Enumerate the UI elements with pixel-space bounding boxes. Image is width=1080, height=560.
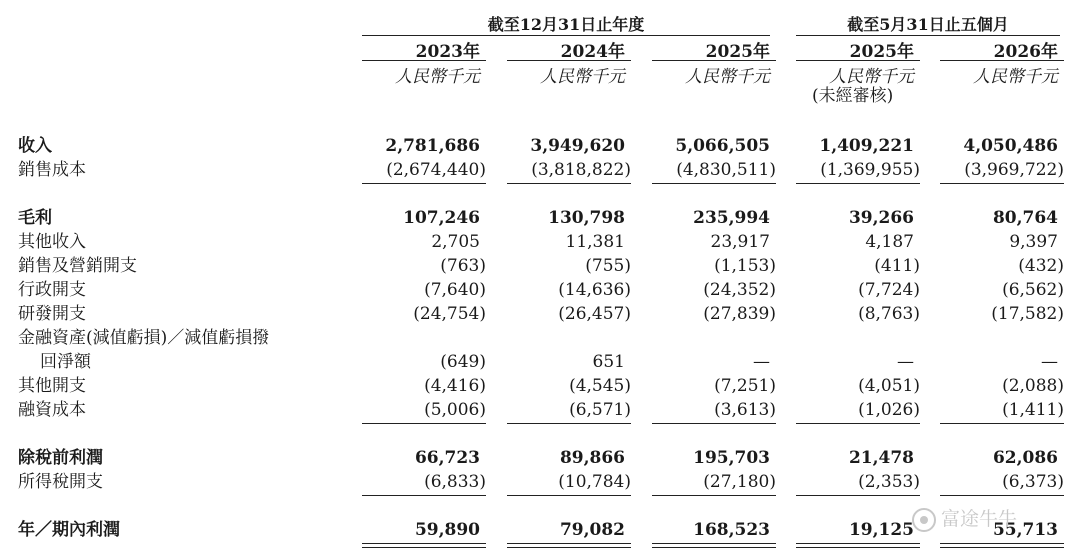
cell-gross-profit-2024: 130,798 bbox=[548, 208, 625, 228]
cell-finance-costs-2025: (3,613) bbox=[714, 400, 776, 420]
cell-profit-before-tax-5m-2025: 21,478 bbox=[848, 448, 914, 468]
subtotal-rule-2 bbox=[362, 423, 486, 424]
cell-profit-before-tax-2025: 195,703 bbox=[693, 448, 770, 468]
cell-impairment-2025: — bbox=[753, 352, 770, 372]
cell-impairment-2024: 651 bbox=[592, 352, 625, 372]
cell-revenue-2023: 2,781,686 bbox=[385, 136, 480, 156]
group-rule-annual bbox=[362, 35, 770, 36]
cell-admin-expenses-2025: (24,352) bbox=[703, 280, 776, 300]
cell-other-income-2025: 23,917 bbox=[710, 232, 770, 252]
cell-impairment-5m-2025: — bbox=[897, 352, 914, 372]
unit-header-4: 人民幣千元 bbox=[829, 67, 914, 87]
total-double-rule bbox=[362, 543, 486, 548]
year-rule-4 bbox=[796, 60, 920, 61]
unaudited-note: (未經審核) bbox=[812, 86, 894, 106]
cell-profit-for-period-5m-2026: 55,713 bbox=[992, 520, 1058, 540]
cell-cost-of-sales-5m-2025: (1,369,955) bbox=[820, 160, 920, 180]
cell-gross-profit-5m-2025: 39,266 bbox=[848, 208, 914, 228]
cell-other-expenses-2024: (4,545) bbox=[569, 376, 631, 396]
cell-income-tax-2024: (10,784) bbox=[558, 472, 631, 492]
subtotal-rule-1 bbox=[940, 183, 1064, 184]
year-header-5: 2026年 bbox=[993, 42, 1058, 62]
year-rule-1 bbox=[362, 60, 486, 61]
cell-profit-for-period-2023: 59,890 bbox=[414, 520, 480, 540]
futu-logo-icon bbox=[912, 508, 936, 532]
cell-selling-expenses-5m-2025: (411) bbox=[874, 256, 920, 276]
cell-profit-before-tax-2024: 89,866 bbox=[559, 448, 625, 468]
cell-profit-for-period-5m-2025: 19,125 bbox=[848, 520, 914, 540]
row-label-other-expenses: 其他開支 bbox=[18, 376, 86, 396]
group-rule-five-months bbox=[796, 35, 1060, 36]
cell-gross-profit-5m-2026: 80,764 bbox=[992, 208, 1058, 228]
cell-admin-expenses-2024: (14,636) bbox=[558, 280, 631, 300]
cell-gross-profit-2025: 235,994 bbox=[693, 208, 770, 228]
subtotal-rule-2 bbox=[796, 423, 920, 424]
cell-selling-expenses-5m-2026: (432) bbox=[1018, 256, 1064, 276]
row-label-profit-for-period: 年／期內利潤 bbox=[18, 520, 120, 540]
cell-profit-before-tax-2023: 66,723 bbox=[414, 448, 480, 468]
cell-other-income-5m-2025: 4,187 bbox=[865, 232, 914, 252]
row-label-finance-costs: 融資成本 bbox=[18, 400, 86, 420]
cell-rnd-expenses-2023: (24,754) bbox=[413, 304, 486, 324]
cell-selling-expenses-2023: (763) bbox=[440, 256, 486, 276]
row-label-other-income: 其他收入 bbox=[18, 232, 86, 252]
cell-rnd-expenses-2025: (27,839) bbox=[703, 304, 776, 324]
cell-revenue-2025: 5,066,505 bbox=[675, 136, 770, 156]
year-header-2: 2024年 bbox=[560, 42, 625, 62]
cell-revenue-5m-2025: 1,409,221 bbox=[819, 136, 914, 156]
watermark bbox=[912, 504, 1017, 532]
cell-income-tax-5m-2026: (6,373) bbox=[1002, 472, 1064, 492]
cell-selling-expenses-2024: (755) bbox=[585, 256, 631, 276]
subtotal-rule-2 bbox=[940, 423, 1064, 424]
cell-admin-expenses-5m-2026: (6,562) bbox=[1002, 280, 1064, 300]
cell-rnd-expenses-5m-2025: (8,763) bbox=[858, 304, 920, 324]
total-double-rule bbox=[796, 543, 920, 548]
cell-profit-before-tax-5m-2026: 62,086 bbox=[992, 448, 1058, 468]
cell-other-income-5m-2026: 9,397 bbox=[1009, 232, 1058, 252]
cell-admin-expenses-2023: (7,640) bbox=[424, 280, 486, 300]
year-rule-2 bbox=[507, 60, 631, 61]
subtotal-rule-3 bbox=[940, 495, 1064, 496]
cell-impairment-5m-2026: — bbox=[1041, 352, 1058, 372]
row-label-revenue: 收入 bbox=[18, 136, 52, 156]
unit-header-1: 人民幣千元 bbox=[395, 67, 480, 87]
cell-finance-costs-2023: (5,006) bbox=[424, 400, 486, 420]
year-header-1: 2023年 bbox=[415, 42, 480, 62]
cell-other-expenses-5m-2025: (4,051) bbox=[858, 376, 920, 396]
group-header-five-months: 截至5月31日止五個月 bbox=[847, 15, 1009, 34]
cell-cost-of-sales-2023: (2,674,440) bbox=[386, 160, 486, 180]
row-label-profit-before-tax: 除稅前利潤 bbox=[18, 448, 103, 468]
cell-revenue-5m-2026: 4,050,486 bbox=[963, 136, 1058, 156]
row-label-admin-expenses: 行政開支 bbox=[18, 280, 86, 300]
subtotal-rule-1 bbox=[362, 183, 486, 184]
subtotal-rule-2 bbox=[652, 423, 776, 424]
cell-rnd-expenses-5m-2026: (17,582) bbox=[991, 304, 1064, 324]
cell-profit-for-period-2024: 79,082 bbox=[559, 520, 625, 540]
cell-cost-of-sales-2025: (4,830,511) bbox=[676, 160, 776, 180]
unit-header-5: 人民幣千元 bbox=[973, 67, 1058, 87]
cell-cost-of-sales-2024: (3,818,822) bbox=[531, 160, 631, 180]
cell-other-income-2024: 11,381 bbox=[565, 232, 625, 252]
cell-finance-costs-5m-2025: (1,026) bbox=[858, 400, 920, 420]
row-label-selling-expenses: 銷售及營銷開支 bbox=[18, 256, 137, 276]
cell-profit-for-period-2025: 168,523 bbox=[693, 520, 770, 540]
total-double-rule bbox=[940, 543, 1064, 548]
row-label-rnd-expenses: 研發開支 bbox=[18, 304, 86, 324]
subtotal-rule-1 bbox=[507, 183, 631, 184]
year-header-4: 2025年 bbox=[849, 42, 914, 62]
unit-header-3: 人民幣千元 bbox=[685, 67, 770, 87]
subtotal-rule-3 bbox=[507, 495, 631, 496]
cell-income-tax-5m-2025: (2,353) bbox=[858, 472, 920, 492]
watermark-text: 富途牛牛 bbox=[941, 508, 1018, 530]
subtotal-rule-1 bbox=[796, 183, 920, 184]
cell-revenue-2024: 3,949,620 bbox=[530, 136, 625, 156]
total-double-rule bbox=[652, 543, 776, 548]
total-double-rule bbox=[507, 543, 631, 548]
year-rule-5 bbox=[940, 60, 1064, 61]
unit-header-2: 人民幣千元 bbox=[540, 67, 625, 87]
subtotal-rule-3 bbox=[652, 495, 776, 496]
cell-gross-profit-2023: 107,246 bbox=[403, 208, 480, 228]
cell-other-expenses-2025: (7,251) bbox=[714, 376, 776, 396]
row-label-impairment-line2: 回淨額 bbox=[40, 352, 91, 372]
row-label-gross-profit: 毛利 bbox=[18, 208, 52, 228]
cell-admin-expenses-5m-2025: (7,724) bbox=[858, 280, 920, 300]
cell-impairment-2023: (649) bbox=[440, 352, 486, 372]
row-label-impairment-line1: 金融資產(減值虧損)／減值虧損撥 bbox=[18, 328, 270, 348]
cell-cost-of-sales-5m-2026: (3,969,722) bbox=[964, 160, 1064, 180]
cell-other-expenses-2023: (4,416) bbox=[424, 376, 486, 396]
subtotal-rule-3 bbox=[362, 495, 486, 496]
subtotal-rule-3 bbox=[796, 495, 920, 496]
cell-other-expenses-5m-2026: (2,088) bbox=[1002, 376, 1064, 396]
cell-finance-costs-2024: (6,571) bbox=[569, 400, 631, 420]
cell-selling-expenses-2025: (1,153) bbox=[714, 256, 776, 276]
cell-income-tax-2023: (6,833) bbox=[424, 472, 486, 492]
row-label-income-tax: 所得稅開支 bbox=[18, 472, 103, 492]
row-label-cost-of-sales: 銷售成本 bbox=[18, 160, 86, 180]
cell-other-income-2023: 2,705 bbox=[431, 232, 480, 252]
subtotal-rule-2 bbox=[507, 423, 631, 424]
year-rule-3 bbox=[652, 60, 776, 61]
cell-rnd-expenses-2024: (26,457) bbox=[558, 304, 631, 324]
subtotal-rule-1 bbox=[652, 183, 776, 184]
cell-finance-costs-5m-2026: (1,411) bbox=[1002, 400, 1064, 420]
group-header-annual: 截至12月31日止年度 bbox=[487, 15, 645, 34]
cell-income-tax-2025: (27,180) bbox=[703, 472, 776, 492]
year-header-3: 2025年 bbox=[705, 42, 770, 62]
